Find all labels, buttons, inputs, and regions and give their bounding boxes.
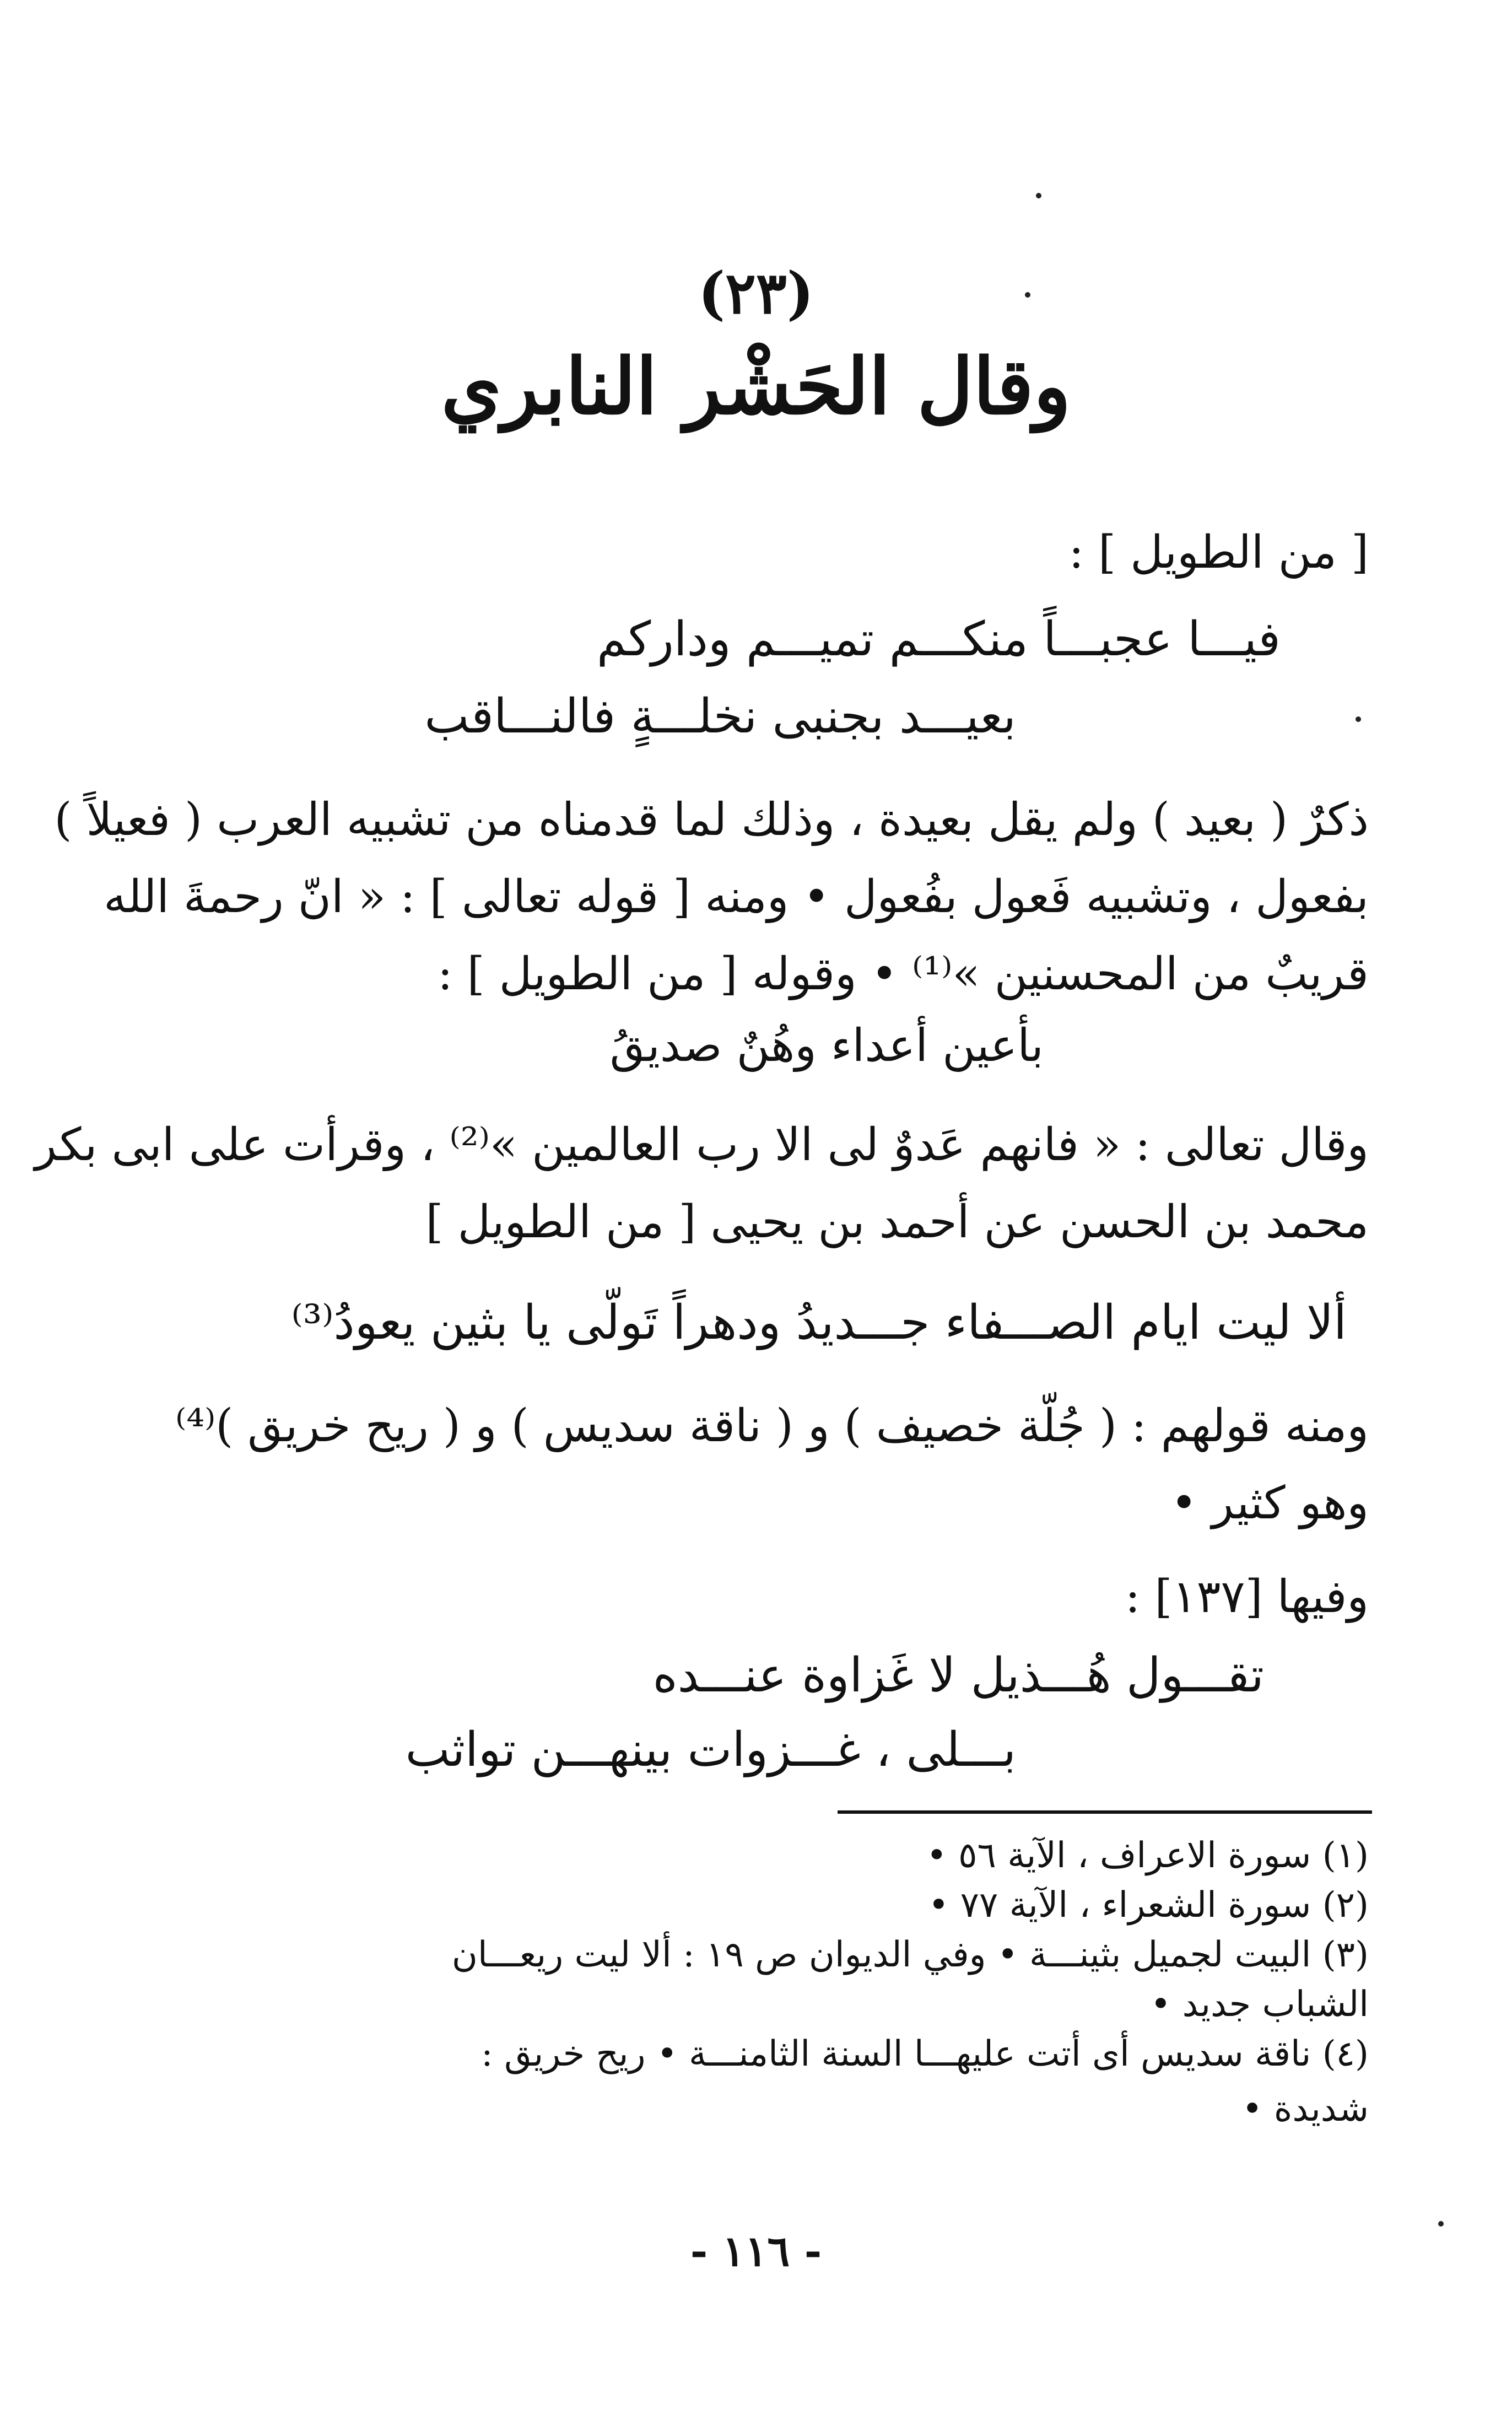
verse-1-second-hemistich: بعيـــد بجنبى نخلـــةٍ فالنـــاقب (424, 689, 1016, 744)
paragraph-3-line-1: ومنه قولهم : ( جُلّة خصيف ) و ( ناقة سديس ) و ( ريح خريق )⁽⁴⁾ (175, 1400, 1369, 1452)
footnote-separator (838, 1810, 1372, 1814)
paragraph-1-line-2: بفعول ، وتشبيه فَعول بفُعول • ومنه [ قوله تعالى ] : « انّ رحمةَ الله (104, 871, 1369, 923)
paragraph-2-line-1: وقال تعالى : « فانهم عَدوٌ لى الا رب العالمين »⁽²⁾ ، وقرأت على ابى بكر (35, 1119, 1369, 1171)
paragraph-2-line-2: محمد بن الحسن عن أحمد بن يحيى [ من الطويل ] (425, 1196, 1369, 1248)
scan-speck (1036, 193, 1041, 198)
scan-speck (1438, 2221, 1444, 2227)
quoted-hemistich: بأعين أعداء وهُنٌ صديقُ (609, 1020, 1044, 1072)
footnote-4-line-2: شديدة • (1241, 2089, 1369, 2130)
verse-1-first-hemistich: فيـــا عجبـــاً منكـــم تميـــم ودارکم (597, 612, 1281, 667)
footnote-2: (٢) سورة الشعراء ، الآية ٧٧ • (928, 1885, 1369, 1926)
scan-speck (1025, 292, 1030, 298)
scan-speck (1356, 716, 1361, 722)
meter-label: [ من الطويل ] : (1068, 526, 1369, 579)
verse-3-first-hemistich: تقـــول هُـــذيل لا غَزاوة عنـــده (652, 1648, 1264, 1703)
verse-2: ألا ليت ايام الصـــفاء جـــديدُ ودهراً تَولّى يا بثين يعودُ⁽³⁾ (291, 1295, 1347, 1350)
paragraph-4: وفيها [١٣٧] : (1125, 1571, 1369, 1623)
footnote-1: (١) سورة الاعراف ، الآية ٥٦ • (926, 1835, 1369, 1876)
paragraph-1-line-1: ذكرٌ ( بعيد ) ولم يقل بعيدة ، وذلك لما قدمناه من تشبيه العرب ( فعيلاً ) (54, 794, 1369, 846)
poem-title: وقال الحَشْر النابري (441, 342, 1071, 432)
footnote-3-line-2: الشباب جديد • (1150, 1984, 1369, 2025)
footnote-4-line-1: (٤) ناقة سديس أى أتت عليهـــا السنة الثامنـــة • ريح خريق : (481, 2034, 1369, 2074)
page-number: - ١١٦ - (690, 2227, 822, 2276)
paragraph-1-line-3: قريبٌ من المحسنين »⁽¹⁾ • وقوله [ من الطويل ] : (437, 948, 1369, 1000)
verse-3-second-hemistich: بـــلى ، غـــزوات بينهـــن تواثب (405, 1722, 1016, 1777)
poem-number: (٢٣) (698, 259, 814, 327)
footnote-3-line-1: (٣) البيت لجميل بثينـــة • وفي الديوان ص ١٩ : ألا ليت ريعـــان (451, 1934, 1369, 1975)
paragraph-3-line-2: وهو كثير • (1170, 1477, 1369, 1529)
